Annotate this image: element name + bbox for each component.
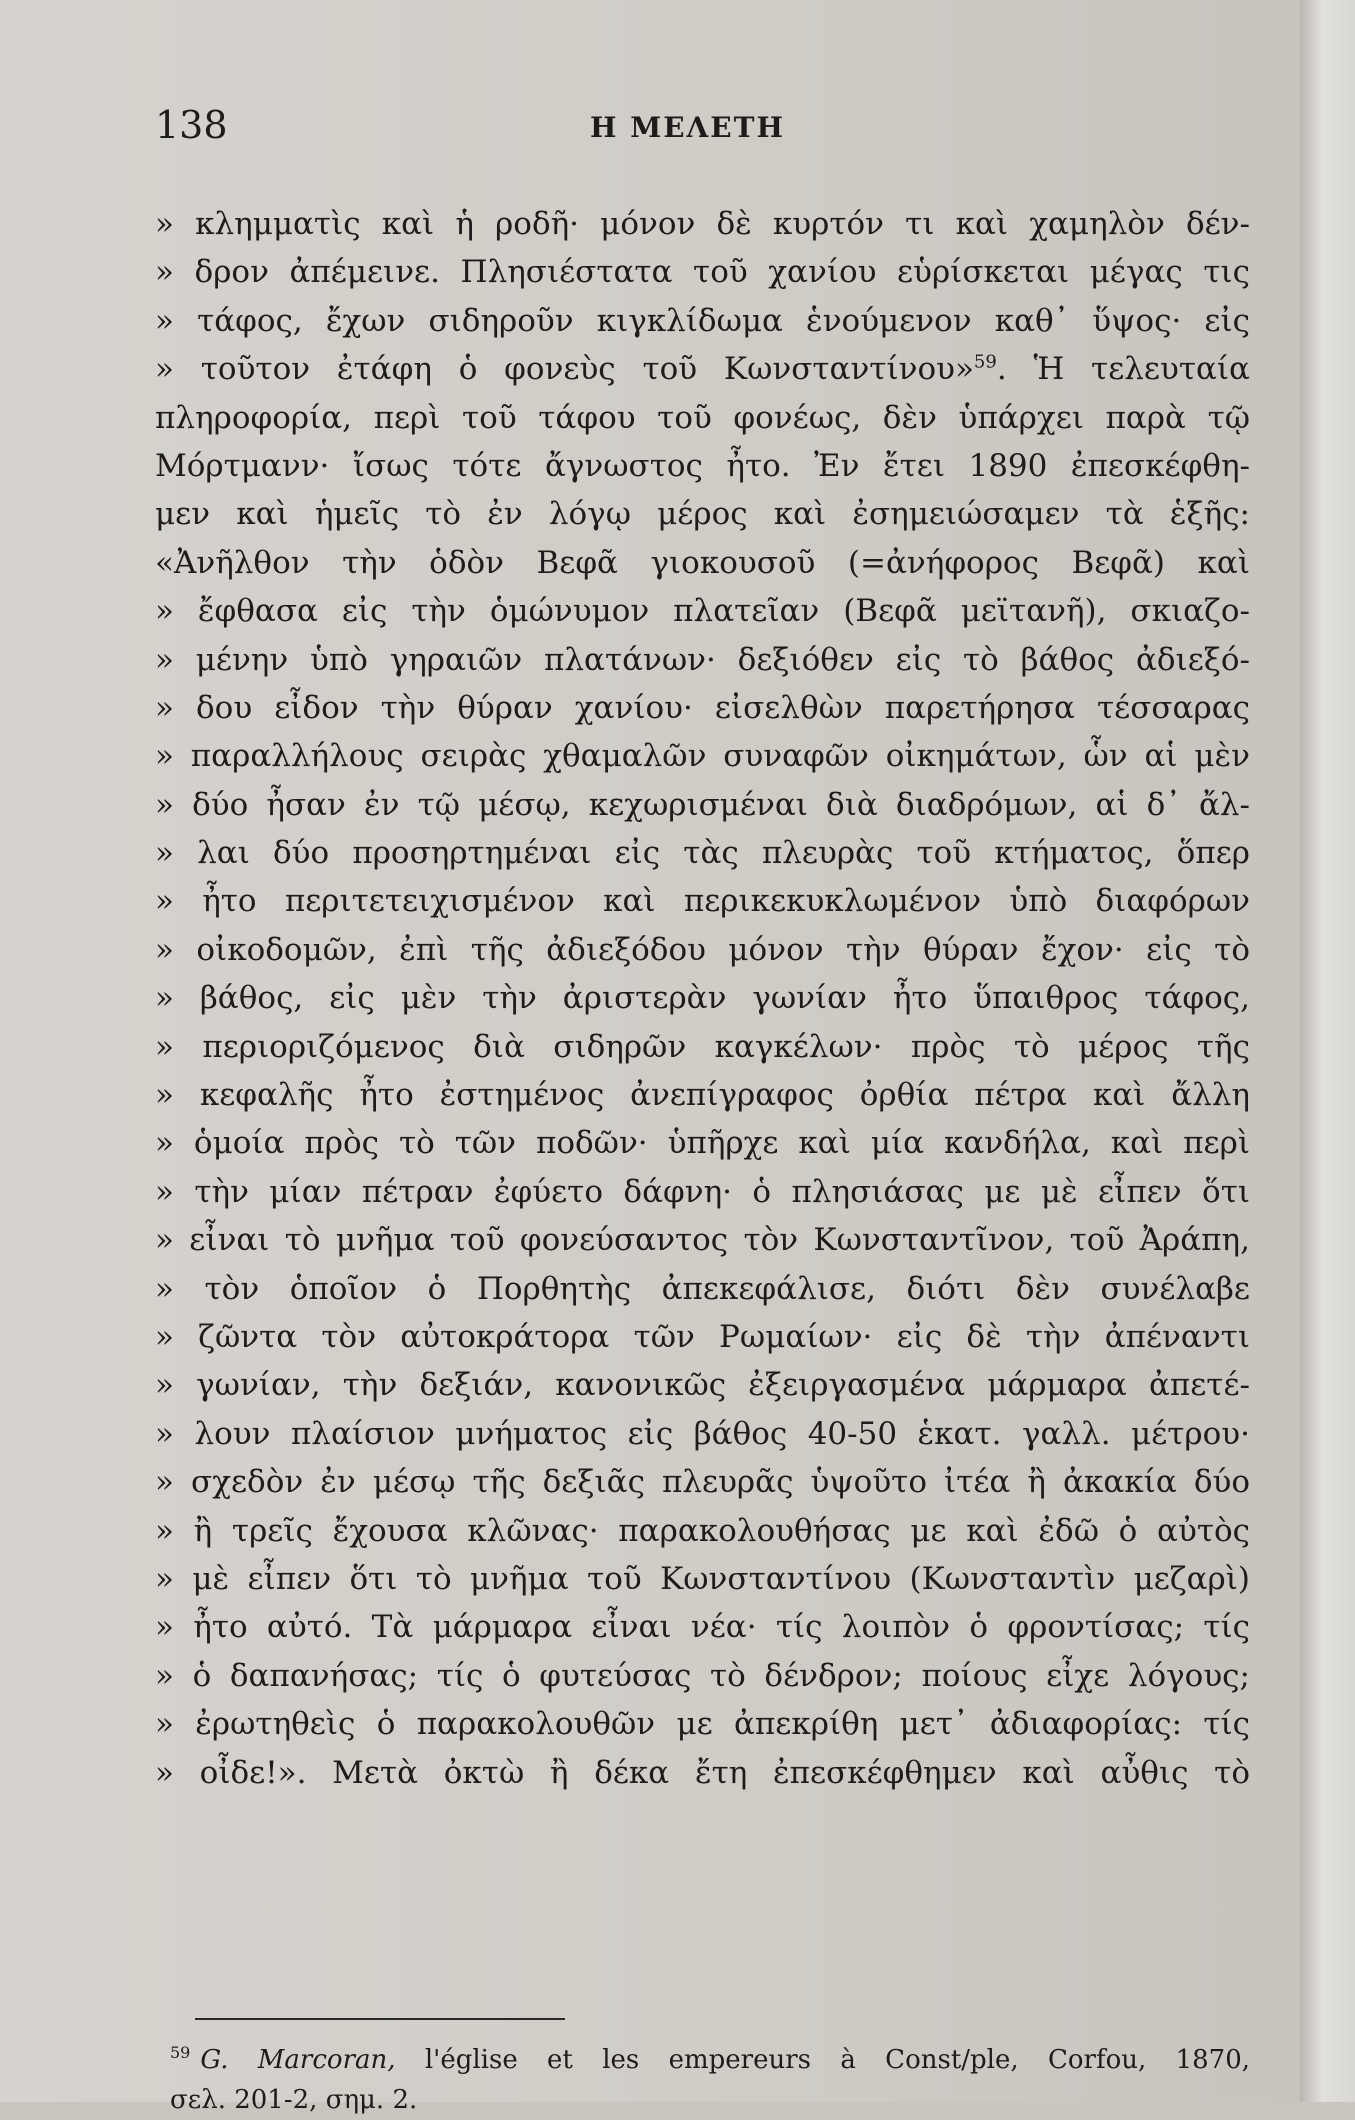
footnote-number: 59 (170, 2043, 191, 2063)
text-line: » δύο ἦσαν ἐν τῷ μέσῳ, κεχωρισμέναι διὰ διαδρόμων, αἱ δ᾽ ἄλ- (155, 786, 1250, 823)
text-line: » οἰκοδομῶν, ἐπὶ τῆς ἀδιεξόδου μόνον τὴν θύραν ἔχον· εἰς τὸ (155, 931, 1250, 968)
text-line: «Ἀνῆλθον τὴν ὁδὸν Βεφᾶ γιοκουσοῦ (=ἀνήφορος Βεφᾶ) καὶ (155, 544, 1250, 581)
body-text (155, 200, 1250, 1797)
text-line: » ζῶντα τὸν αὐτοκράτορα τῶν Ρωμαίων· εἰς δὲ τὴν ἀπέναντι (155, 1318, 1250, 1355)
text-line: » εἶναι τὸ μνῆμα τοῦ φονεύσαντος τὸν Κωνσταντῖνον, τοῦ Ἀράπη, (155, 1222, 1250, 1259)
running-head: Η ΜΕΛΕΤΗ (590, 111, 785, 144)
text-line: » ὁμοία πρὸς τὸ τῶν ποδῶν· ὑπῆρχε καὶ μία κανδήλα, καὶ περὶ (155, 1125, 1250, 1162)
text-line: » παραλλήλους σειρὰς χθαμαλῶν συναφῶν οἰκημάτων, ὧν αἱ μὲν (155, 738, 1250, 775)
footnote-reference: 59 (973, 351, 997, 373)
text-line: » ὁ δαπανήσας; τίς ὁ φυτεύσας τὸ δένδρον; ποίους εἶχε λόγους; (155, 1657, 1250, 1694)
text-line: » γωνίαν, τὴν δεξιάν, κανονικῶς ἐξειργασμένα μάρμαρα ἀπετέ- (155, 1367, 1250, 1404)
text-line: » τὴν μίαν πέτραν ἐφύετο δάφνη· ὁ πλησιάσας με μὲ εἶπεν ὅτι (155, 1173, 1250, 1210)
footnote-divider (195, 2018, 565, 2020)
page-number: 138 (155, 103, 228, 147)
text-line: » οἶδε!». Μετὰ ὀκτὼ ἢ δέκα ἔτη ἐπεσκέφθημεν καὶ αὖθις τὸ (155, 1754, 1250, 1791)
text-line: » ἢ τρεῖς ἔχουσα κλῶνας· παρακολουθήσας με καὶ ἐδῶ ὁ αὐτὸς (155, 1512, 1250, 1549)
text-line: » κεφαλῆς ἦτο ἐστημένος ἀνεπίγραφος ὀρθία πέτρα καὶ ἄλλη (155, 1077, 1250, 1114)
text-line: » ἦτο αὐτό. Τὰ μάρμαρα εἶναι νέα· τίς λοιπὸν ὁ φροντίσας; τίς (155, 1609, 1250, 1646)
text-line: » σχεδὸν ἐν μέσῳ τῆς δεξιᾶς πλευρᾶς ὑψοῦτο ἰτέα ἢ ἀκακία δύο (155, 1464, 1250, 1501)
page-header (155, 100, 1255, 160)
text-line: πληροφορία, περὶ τοῦ τάφου τοῦ φονέως, δὲν ὑπάρχει παρὰ τῷ (155, 399, 1250, 436)
text-line: » ἐρωτηθεὶς ὁ παρακολουθῶν με ἀπεκρίθη μετ᾽ ἀδιαφορίας: τίς (155, 1706, 1250, 1743)
footnote (170, 2040, 1250, 2120)
text-line: » δρον ἀπέμεινε. Πλησιέστατα τοῦ χανίου εὑρίσκεται μέγας τις (155, 254, 1250, 291)
footnote-line (170, 2040, 1250, 2080)
page-edge-shadow (1300, 0, 1355, 2102)
text-line: » τὸν ὁποῖον ὁ Πορθητὴς ἀπεκεφάλισε, διότι δὲν συνέλαβε (155, 1270, 1250, 1307)
text-line: » περιοριζόμενος διὰ σιδηρῶν καγκέλων· πρὸς τὸ μέρος τῆς (155, 1028, 1250, 1065)
text-line: » δου εἶδον τὴν θύραν χανίου· εἰσελθὼν παρετήρησα τέσσαρας (155, 689, 1250, 726)
text-line: » ἦτο περιτετειχισμένον καὶ περικεκυκλωμένον ὑπὸ διαφόρων (155, 883, 1250, 920)
footnote-author: G. Marcoran, (200, 2045, 396, 2075)
text-line: » μένην ὑπὸ γηραιῶν πλατάνων· δεξιόθεν εἰς τὸ βάθος ἀδιεξό- (155, 641, 1250, 678)
text-line: μεν καὶ ἡμεῖς τὸ ἐν λόγῳ μέρος καὶ ἐσημειώσαμεν τὰ ἑξῆς: (155, 496, 1250, 533)
footnote-citation: l'église et les empereurs à Const/ple, Corfou, 1870, (424, 2045, 1251, 2075)
footnote-line: σελ. 201-2, σημ. 2. (170, 2085, 418, 2115)
text-line: » ἔφθασα εἰς τὴν ὁμώνυμον πλατεῖαν (Βεφᾶ μεϊτανῆ), σκιαζο- (155, 593, 1250, 630)
text-line: Μόρτμανν· ἴσως τότε ἄγνωστος ἦτο. Ἐν ἔτει 1890 ἐπεσκέφθη- (155, 447, 1250, 484)
text-line: » βάθος, εἰς μὲν τὴν ἀριστερὰν γωνίαν ἦτο ὕπαιθρος τάφος, (155, 980, 1250, 1017)
text-line: » μὲ εἶπεν ὅτι τὸ μνῆμα τοῦ Κωνσταντίνου (Κωνσταντὶν μεζαρὶ) (155, 1560, 1250, 1597)
text-line-end: . Ἡ τελευταία (996, 351, 1250, 388)
text-line-with-note (155, 345, 1250, 393)
text-line: » λουν πλαίσιον μνήματος εἰς βάθος 40-50 ἑκατ. γαλλ. μέτρου· (155, 1415, 1250, 1452)
text-line-start: » τοῦτον ἐτάφη ὁ φονεὺς τοῦ Κωνσταντίνου» (155, 351, 974, 388)
text-line: » κλημματὶς καὶ ἡ ροδῆ· μόνον δὲ κυρτόν τι καὶ χαμηλὸν δέν- (155, 206, 1250, 242)
text-line: » λαι δύο προσηρτημέναι εἰς τὰς πλευρὰς τοῦ κτήματος, ὅπερ (155, 835, 1250, 872)
text-line: » τάφος, ἔχων σιδηροῦν κιγκλίδωμα ἑνούμενον καθ᾽ ὕψος· εἰς (155, 302, 1250, 339)
